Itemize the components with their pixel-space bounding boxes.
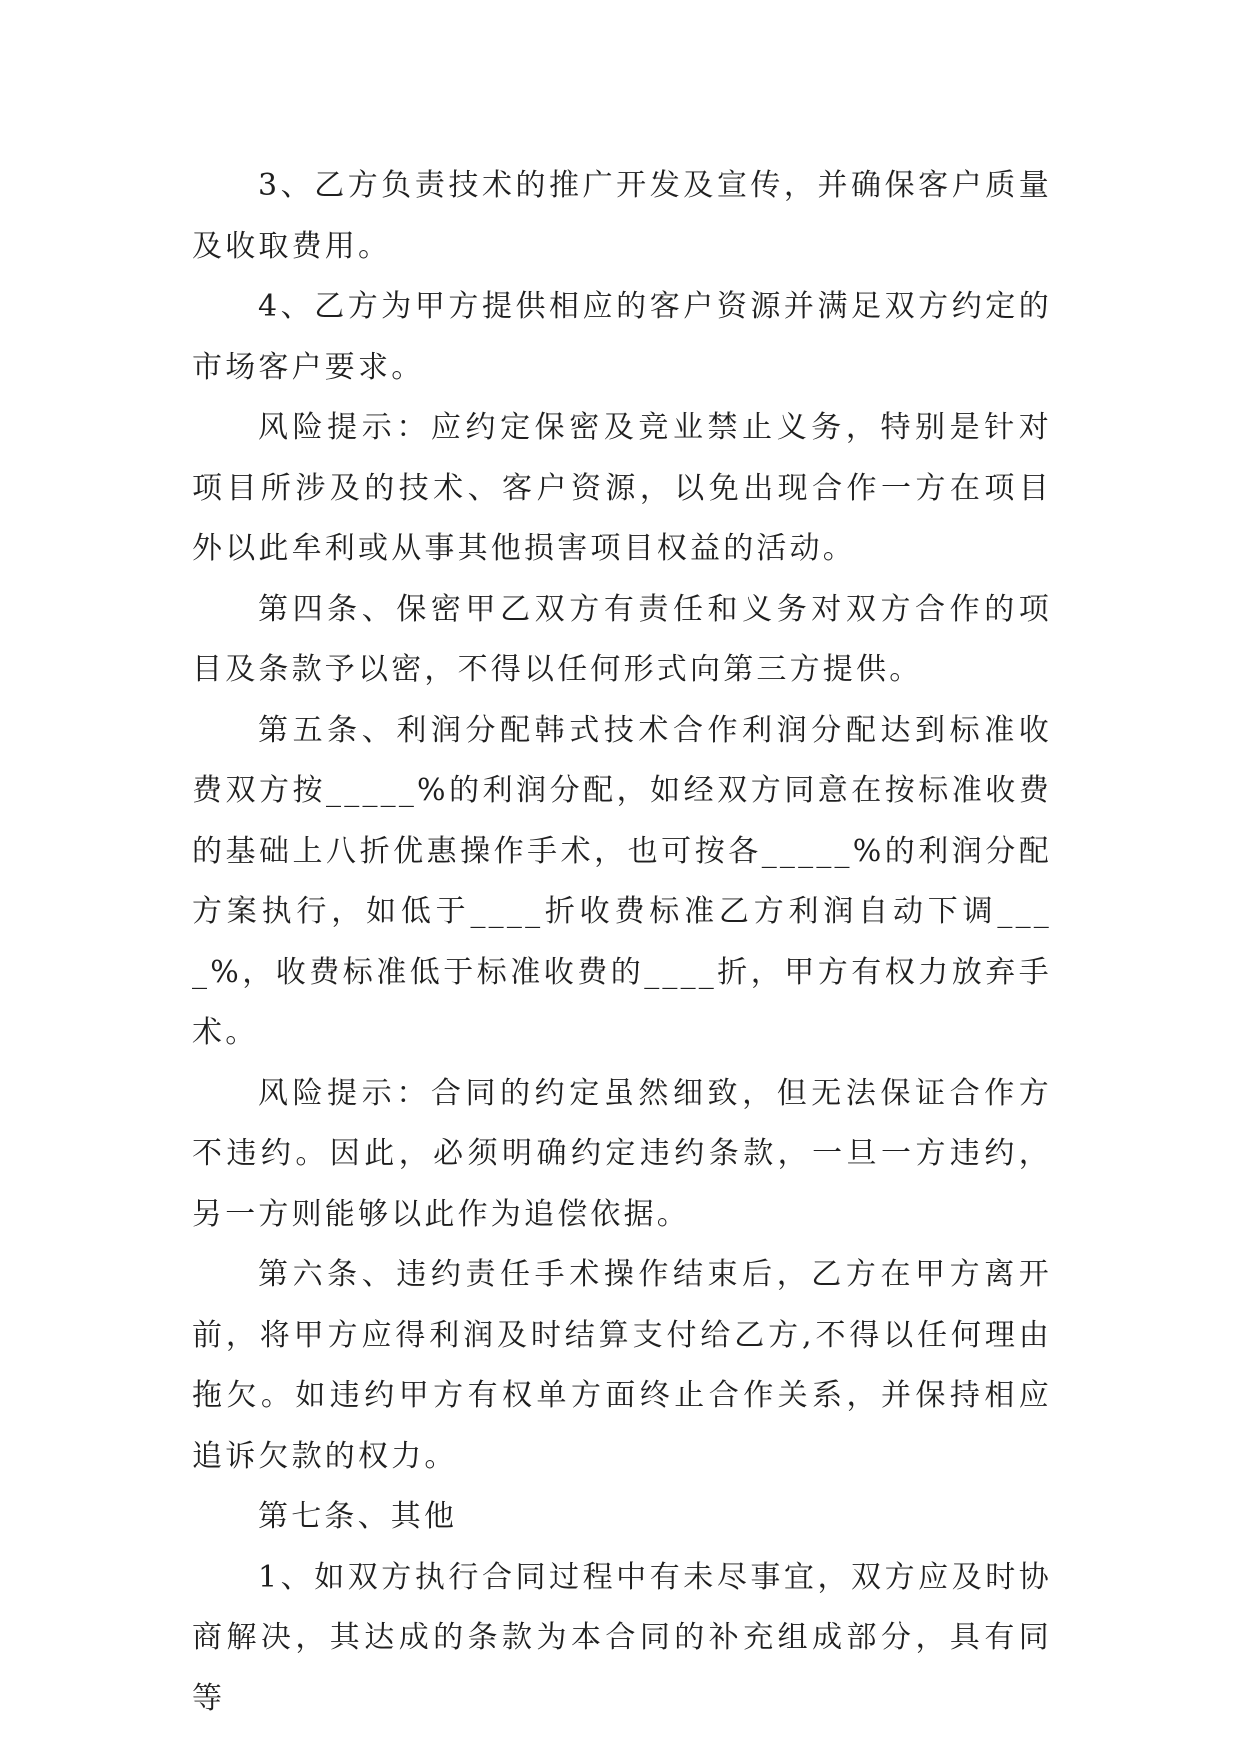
- paragraph-clause-4: 4、乙方为甲方提供相应的客户资源并满足双方约定的市场客户要求。: [192, 289, 1052, 385]
- paragraph-article-7-item-1: 1、如双方执行合同过程中有未尽事宜，双方应及时协商解决，其达成的条款为本合同的补充组成部分，具有同等: [192, 1559, 1052, 1716]
- paragraph-article-6: 第六条、违约责任手术操作结束后，乙方在甲方离开前，将甲方应得利润及时结算支付给乙方,不得以任何理由拖欠。如违约甲方有权单方面终止合作关系，并保持相应追诉欠款的权力。: [192, 1257, 1052, 1474]
- paragraph-article-7-heading: 第七条、其他: [258, 1499, 458, 1534]
- paragraph-risk-note-2: 风险提示：合同的约定虽然细致，但无法保证合作方不违约。因此，必须明确约定违约条款，一旦一方违约，另一方则能够以此作为追偿依据。: [192, 1075, 1052, 1232]
- paragraph-article-4: 第四条、保密甲乙双方有责任和义务对双方合作的项目及条款予以密，不得以任何形式向第三方提供。: [192, 591, 1052, 687]
- document-body: [192, 156, 1052, 1729]
- paragraph-article-5: 第五条、利润分配韩式技术合作利润分配达到标准收费双方按_____%的利润分配，如经双方同意在按标准收费的基础上八折优惠操作手术，也可按各_____%的利润分配方案执行，如低于____折收费标准乙方利润自动下调____%，收费标准低于标准收费的____折，甲方有权力放弃手术。: [192, 712, 1052, 1050]
- paragraph-clause-3: 3、乙方负责技术的推广开发及宣传，并确保客户质量及收取费用。: [192, 168, 1052, 264]
- paragraph-risk-note-1: 风险提示：应约定保密及竞业禁止义务，特别是针对项目所涉及的技术、客户资源，以免出现合作一方在项目外以此牟利或从事其他损害项目权益的活动。: [192, 410, 1052, 566]
